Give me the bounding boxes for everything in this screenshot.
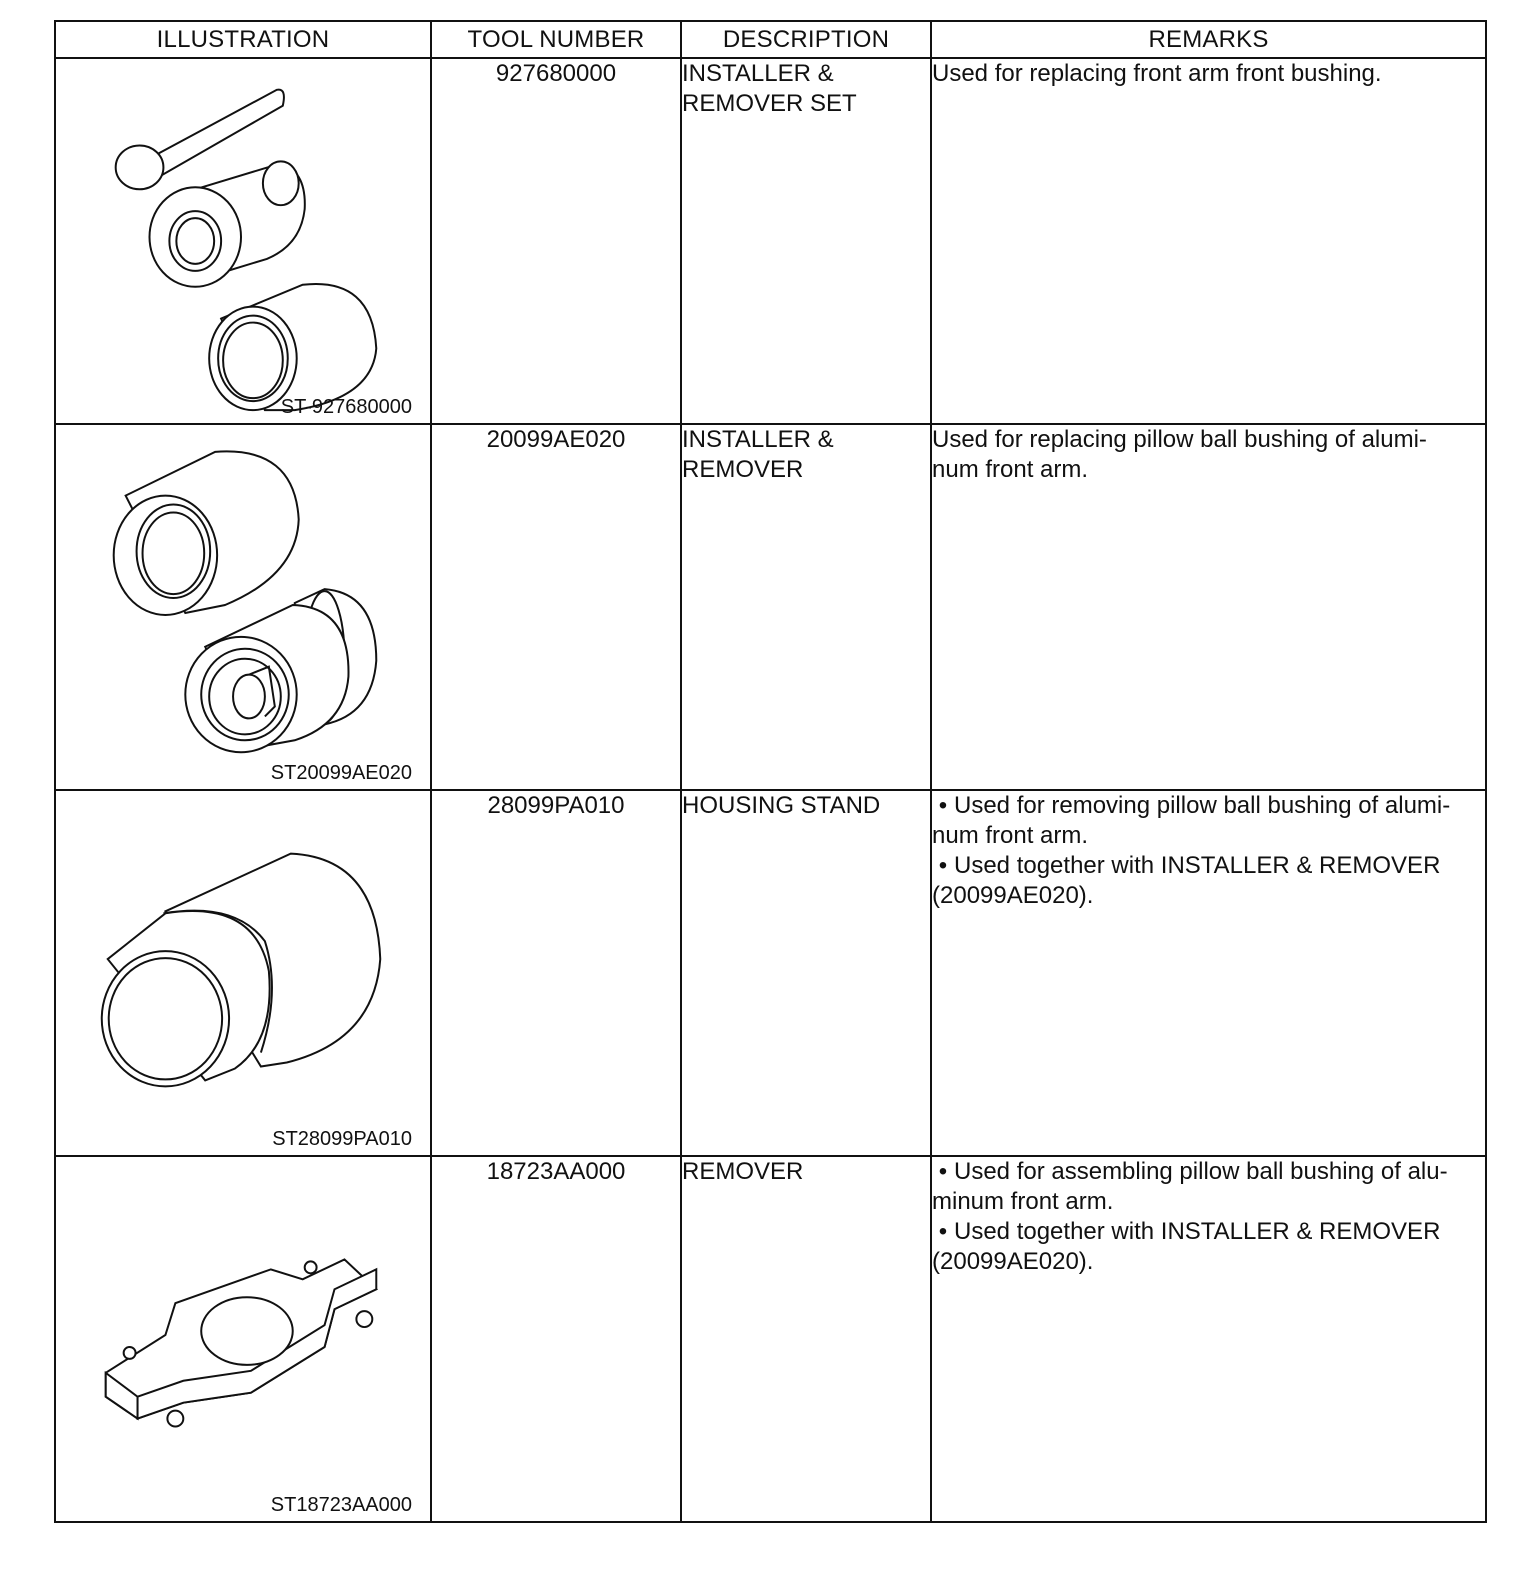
description-cell: [681, 424, 931, 790]
description-cell: [681, 58, 931, 424]
remarks-line: Used for removing pillow ball bushing of alumi-: [954, 792, 1451, 819]
remarks-line: (20099AE020).: [932, 1248, 1094, 1275]
description-line: INSTALLER &: [682, 426, 834, 453]
illustration-code: ST18723AA000: [270, 1494, 412, 1516]
remarks-bullet: [932, 1217, 1485, 1277]
bullet-icon: •: [938, 1218, 948, 1245]
illustration-code: ST20099AE020: [270, 762, 412, 784]
header-illustration: ILLUSTRATION: [55, 21, 431, 58]
remarks-bullet: [932, 851, 1485, 911]
remarks-bullet: [932, 1157, 1485, 1217]
special-tools-table: [54, 20, 1487, 1523]
remarks-text: Used for replacing front arm front bushing.: [932, 60, 1382, 87]
illustration-cell: [55, 58, 431, 424]
remarks-cell: [931, 1156, 1486, 1522]
description-line: REMOVER SET: [682, 90, 857, 117]
illustration-code: ST-927680000: [280, 396, 412, 418]
remarks-line: num front arm.: [932, 822, 1089, 849]
installer-remover-set-illustration: [56, 59, 430, 423]
description-line: REMOVER: [682, 456, 804, 483]
tool-number-cell: 20099AE020: [431, 424, 681, 790]
remarks-line: (20099AE020).: [932, 882, 1094, 909]
tool-number-cell: 18723AA000: [431, 1156, 681, 1522]
remarks-cell: [931, 424, 1486, 790]
table-row: [55, 424, 1486, 790]
remarks-line: Used for replacing pillow ball bushing of alumi-: [932, 426, 1427, 453]
illustration-cell: [55, 424, 431, 790]
remarks-line: minum front arm.: [932, 1188, 1114, 1215]
tool-number-cell: 927680000: [431, 58, 681, 424]
description-cell: [681, 1156, 931, 1522]
description-line: INSTALLER &: [682, 60, 834, 87]
table-row: [55, 58, 1486, 424]
bullet-icon: •: [938, 792, 948, 819]
header-remarks: REMARKS: [931, 21, 1486, 58]
remarks-line: Used together with INSTALLER & REMOVER: [954, 1218, 1441, 1245]
housing-stand-illustration: [56, 791, 430, 1155]
description-line: HOUSING STAND: [682, 792, 881, 819]
description-cell: [681, 790, 931, 1156]
header-tool-number: TOOL NUMBER: [431, 21, 681, 58]
remarks-line: Used for assembling pillow ball bushing of alu-: [954, 1158, 1448, 1185]
description-line: REMOVER: [682, 1158, 804, 1185]
bullet-icon: •: [938, 852, 948, 879]
remarks-line: num front arm.: [932, 456, 1089, 483]
header-row: [55, 21, 1486, 58]
remarks-cell: [931, 790, 1486, 1156]
tool-number-cell: 28099PA010: [431, 790, 681, 1156]
remarks-cell: [931, 58, 1486, 424]
remarks-bullet: [932, 791, 1485, 851]
illustration-cell: [55, 790, 431, 1156]
installer-remover-illustration: [56, 425, 430, 789]
header-description: DESCRIPTION: [681, 21, 931, 58]
illustration-cell: [55, 1156, 431, 1522]
illustration-code: ST28099PA010: [272, 1128, 412, 1150]
bullet-icon: •: [938, 1158, 948, 1185]
table-row: [55, 1156, 1486, 1522]
remover-illustration: [56, 1157, 430, 1521]
table-row: [55, 790, 1486, 1156]
remarks-line: Used together with INSTALLER & REMOVER: [954, 852, 1441, 879]
